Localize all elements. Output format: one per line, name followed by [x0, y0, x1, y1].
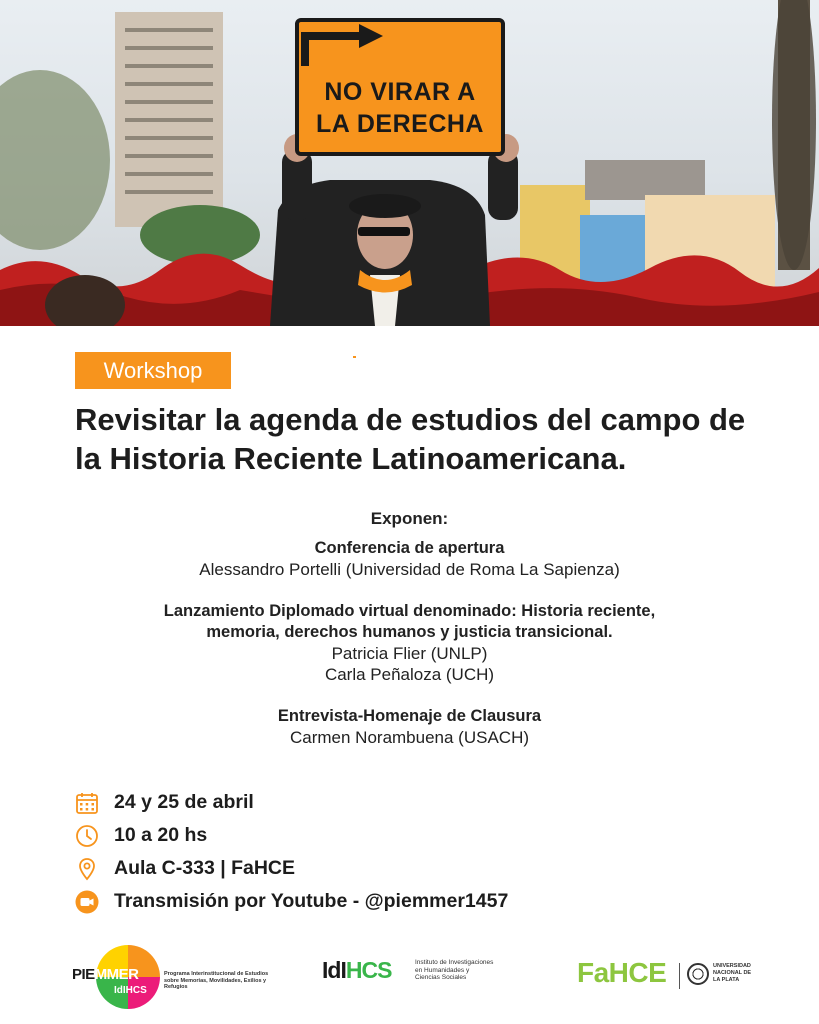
idihcs-logo	[322, 955, 492, 995]
event-title: Revisitar la agenda de estudios del campo de la Historia Reciente Latinoamericana.	[75, 402, 746, 476]
opening-speaker: Alessandro Portelli (Universidad de Roma La Sapienza)	[199, 560, 620, 579]
piemmer-description: Programa Interinstitucional de Estudios sobre Memorias, Movilidades, Exilios y Refugios	[164, 971, 269, 990]
date-text: 24 y 25 de abril	[114, 791, 254, 813]
hero-photo	[0, 0, 819, 326]
closing-interview-label: Entrevista-Homenaje de Clausura	[277, 707, 542, 725]
spacer	[0, 529, 819, 538]
decorative-dot	[353, 356, 356, 358]
launch-speaker-2: Carla Peñaloza (UCH)	[324, 665, 495, 684]
protest-sign	[295, 18, 505, 156]
speakers-section	[0, 508, 819, 748]
idihcs-logo-text: IdIHCS	[322, 957, 392, 983]
clock-icon	[74, 823, 100, 849]
unlp-name: UNIVERSIDAD NACIONAL DE LA PLATA	[713, 963, 752, 983]
event-info-list	[74, 786, 508, 918]
piemmer-sub-text: IdIHCS	[114, 985, 147, 996]
unlp-seal-icon	[687, 963, 709, 985]
fahce-logo-text: FaHCE	[577, 957, 667, 988]
place-text: Aula C-333 | FaHCE	[114, 857, 296, 879]
workshop-badge: Workshop	[75, 352, 231, 389]
video-camera-icon	[74, 889, 100, 915]
piemmer-logo	[72, 941, 272, 1007]
sponsor-logos	[0, 935, 819, 1015]
idihcs-description: Instituto de Investigaciones en Humanidades y Ciencias Sociales	[415, 959, 494, 981]
location-pin-icon	[74, 856, 100, 882]
calendar-icon	[74, 790, 100, 816]
sign-text-line-2: LA DERECHA	[316, 110, 484, 138]
time-row	[74, 819, 508, 852]
stream-text: Transmisión por Youtube - @piemmer1457	[114, 890, 509, 912]
fahce-logo	[577, 957, 752, 997]
diploma-launch-line-2: memoria, derechos humanos y justicia transicional.	[206, 623, 613, 641]
date-row	[74, 786, 508, 819]
launch-speaker-1: Patricia Flier (UNLP)	[331, 644, 488, 663]
spacer	[0, 580, 819, 601]
stream-row	[74, 885, 508, 918]
piemmer-logo-text: PIEMMER	[72, 966, 139, 983]
diploma-launch-line-1: Lanzamiento Diplomado virtual denominado: Historia reciente,	[163, 602, 656, 620]
time-text: 10 a 20 hs	[114, 824, 208, 846]
opening-conference-label: Conferencia de apertura	[314, 539, 505, 557]
speakers-heading: Exponen:	[370, 509, 449, 528]
closing-speaker: Carmen Norambuena (USACH)	[289, 728, 530, 747]
logo-divider	[679, 963, 680, 989]
arrow-right-icon	[299, 22, 389, 68]
sign-text-line-1: NO VIRAR A	[324, 78, 476, 106]
place-row	[74, 852, 508, 885]
spacer	[0, 685, 819, 706]
